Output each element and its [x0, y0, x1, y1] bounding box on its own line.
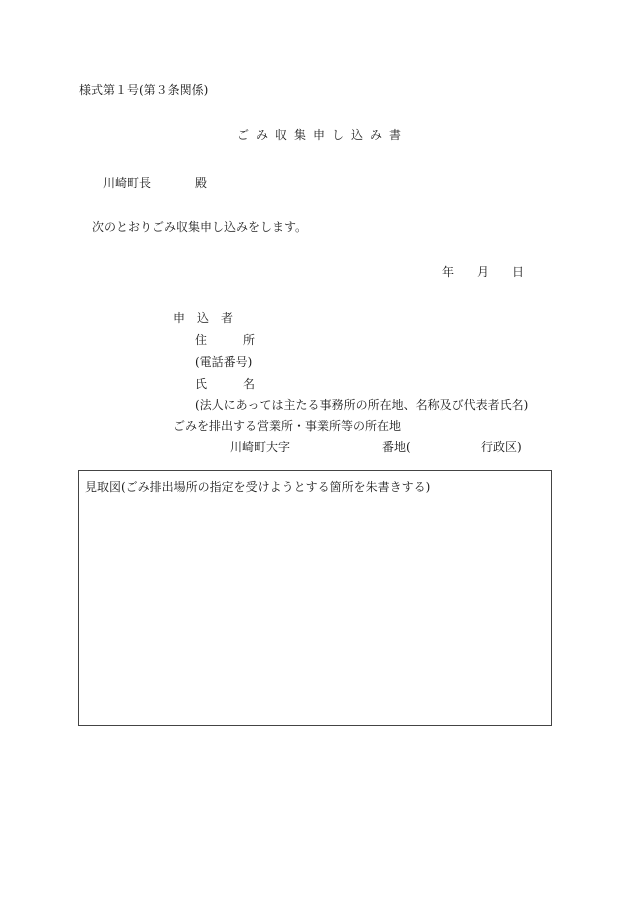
disposal-lot: 番地( [382, 440, 411, 454]
date-day: 日 [512, 265, 525, 279]
applicant-heading: 申 込 者 [173, 311, 234, 325]
intro-text: 次のとおりごみ収集申し込みをします。 [92, 220, 308, 234]
form-number: 様式第１号(第３条関係) [79, 83, 209, 97]
phone-label: (電話番号) [195, 355, 253, 369]
sketch-map-label: 見取図(ごみ排出場所の指定を受けようとする箇所を朱書きする) [85, 480, 431, 494]
addressee-honorific: 殿 [195, 176, 208, 190]
disposal-district: 行政区) [481, 440, 522, 454]
address-label: 住 所 [195, 333, 256, 347]
document-title: ごみ収集申し込み書 [237, 128, 409, 142]
corporate-note: (法人にあっては主たる事務所の所在地、名称及び代表者氏名) [195, 398, 529, 412]
addressee-mayor: 川崎町長 [103, 176, 152, 190]
date-year: 年 [442, 265, 455, 279]
sketch-map-box [78, 470, 552, 726]
disposal-location-heading: ごみを排出する営業所・事業所等の所在地 [173, 419, 402, 433]
date-month: 月 [477, 265, 490, 279]
disposal-town: 川崎町大字 [230, 440, 291, 454]
name-label: 氏 名 [195, 377, 256, 391]
